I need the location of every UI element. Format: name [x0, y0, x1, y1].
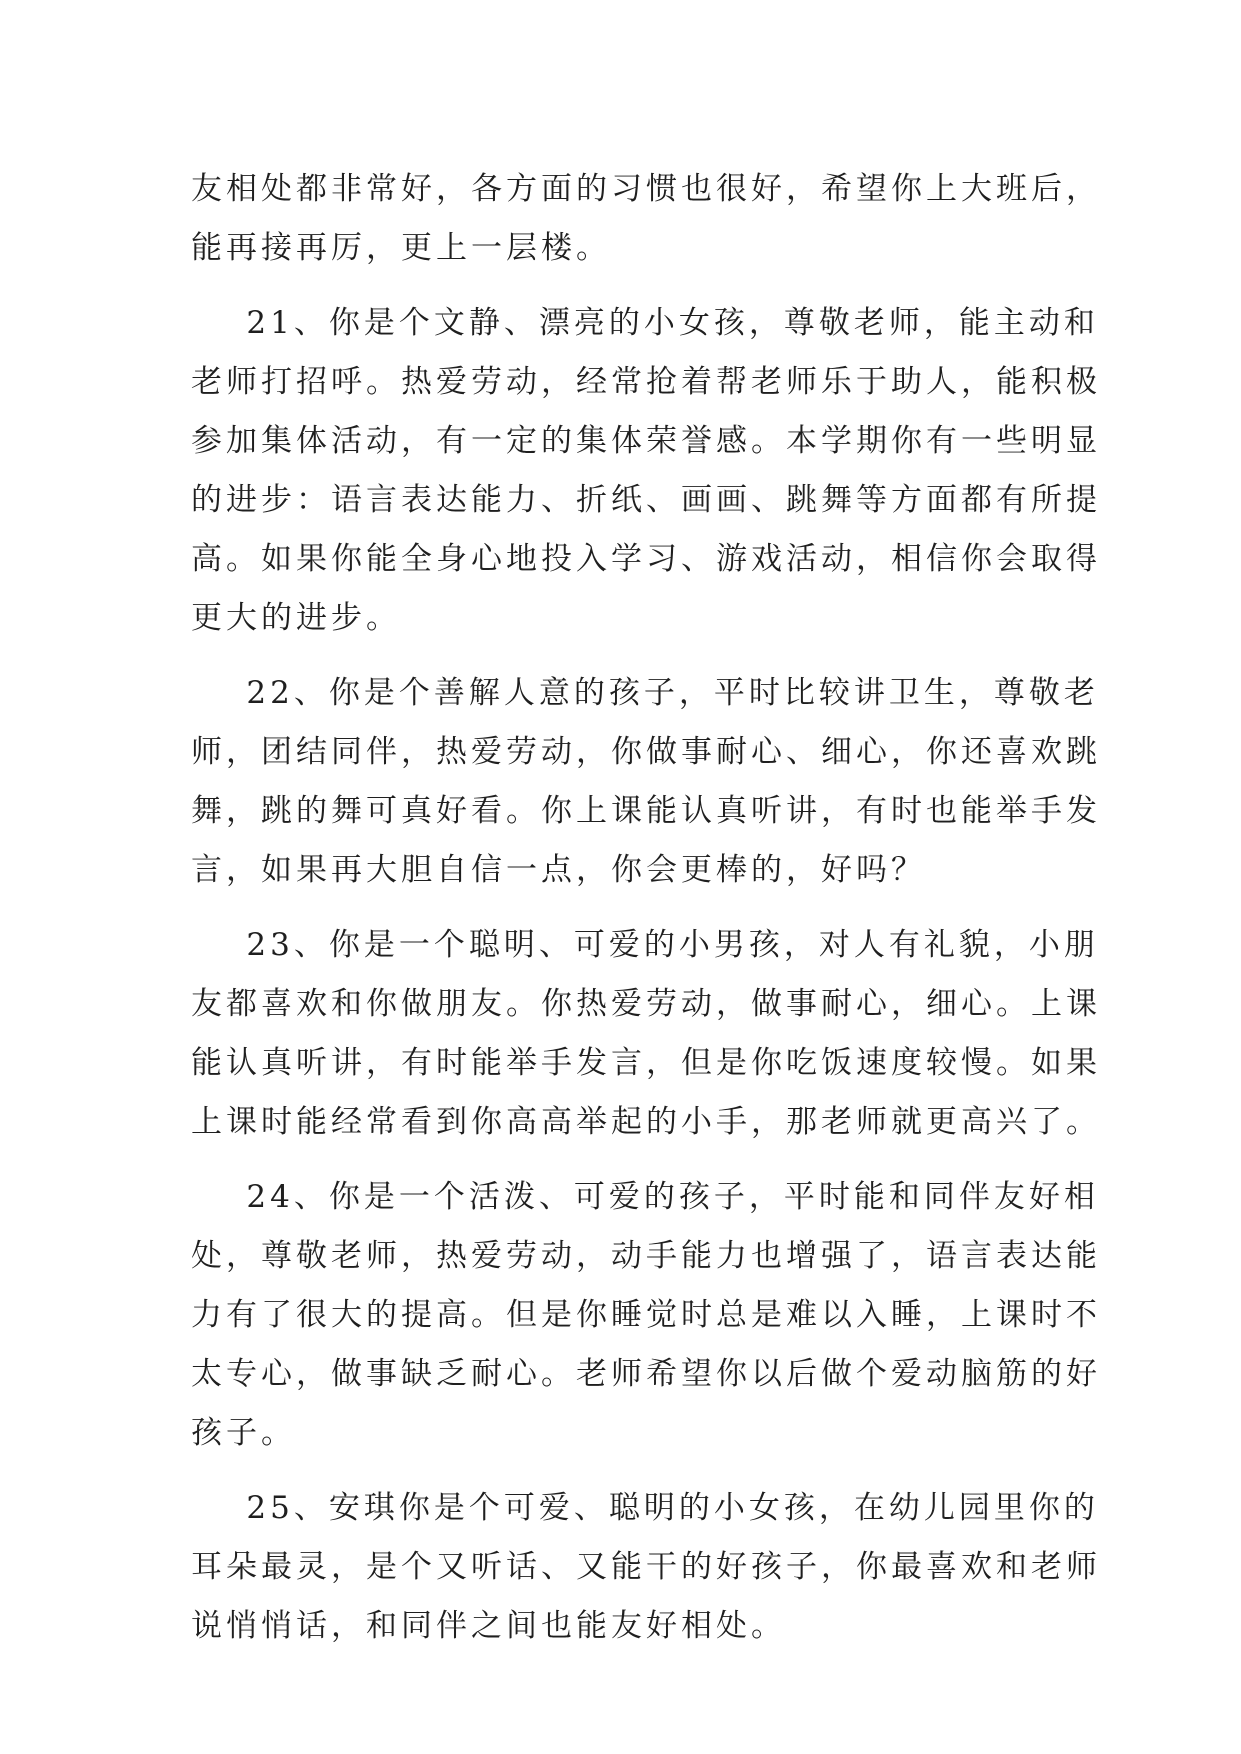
- paragraph-25: [191, 1479, 1101, 1656]
- text-line: 22、你是个善解人意的孩子，平时比较讲卫生，尊敬老: [191, 675, 1099, 711]
- text-line: 舞，跳的舞可真好看。你上课能认真听讲，有时也能举手发: [191, 793, 1101, 829]
- text-line: 处，尊敬老师，热爱劳动，动手能力也增强了，语言表达能: [191, 1238, 1101, 1274]
- text-line: 的进步：语言表达能力、折纸、画画、跳舞等方面都有所提: [191, 482, 1101, 518]
- text-line: 能再接再厉，更上一层楼。: [191, 230, 611, 266]
- text-line: 友相处都非常好，各方面的习惯也很好，希望你上大班后，: [191, 171, 1101, 207]
- paragraph-continuation: [191, 160, 1101, 278]
- text-line: 参加集体活动，有一定的集体荣誉感。本学期你有一些明显: [191, 423, 1101, 459]
- text-line: 21、你是个文静、漂亮的小女孩，尊敬老师，能主动和: [191, 305, 1099, 341]
- text-line: 更大的进步。: [191, 600, 401, 636]
- text-line: 24、你是一个活泼、可爱的孩子，平时能和同伴友好相: [191, 1179, 1099, 1215]
- paragraph-23: [191, 916, 1101, 1152]
- text-line: 高。如果你能全身心地投入学习、游戏活动，相信你会取得: [191, 541, 1101, 577]
- paragraph-22: [191, 664, 1101, 900]
- text-line: 力有了很大的提高。但是你睡觉时总是难以入睡，上课时不: [191, 1297, 1101, 1333]
- text-line: 耳朵最灵，是个又听话、又能干的好孩子，你最喜欢和老师: [191, 1549, 1101, 1585]
- text-line: 师，团结同伴，热爱劳动，你做事耐心、细心，你还喜欢跳: [191, 734, 1101, 770]
- paragraph-21: [191, 294, 1101, 648]
- text-line: 孩子。: [191, 1415, 296, 1451]
- text-line: 能认真听讲，有时能举手发言，但是你吃饭速度较慢。如果: [191, 1045, 1101, 1081]
- paragraph-24: [191, 1168, 1101, 1463]
- text-line: 25、安琪你是个可爱、聪明的小女孩，在幼儿园里你的: [191, 1490, 1099, 1526]
- text-line: 上课时能经常看到你高高举起的小手，那老师就更高兴了。: [191, 1104, 1101, 1140]
- text-line: 友都喜欢和你做朋友。你热爱劳动，做事耐心，细心。上课: [191, 986, 1101, 1022]
- text-line: 说悄悄话，和同伴之间也能友好相处。: [191, 1608, 786, 1644]
- text-line: 太专心，做事缺乏耐心。老师希望你以后做个爱动脑筋的好: [191, 1356, 1101, 1392]
- document-body: [191, 160, 1101, 1656]
- text-line: 23、你是一个聪明、可爱的小男孩，对人有礼貌，小朋: [191, 927, 1099, 963]
- text-line: 言，如果再大胆自信一点，你会更棒的，好吗？: [191, 852, 926, 888]
- text-line: 老师打招呼。热爱劳动，经常抢着帮老师乐于助人，能积极: [191, 364, 1101, 400]
